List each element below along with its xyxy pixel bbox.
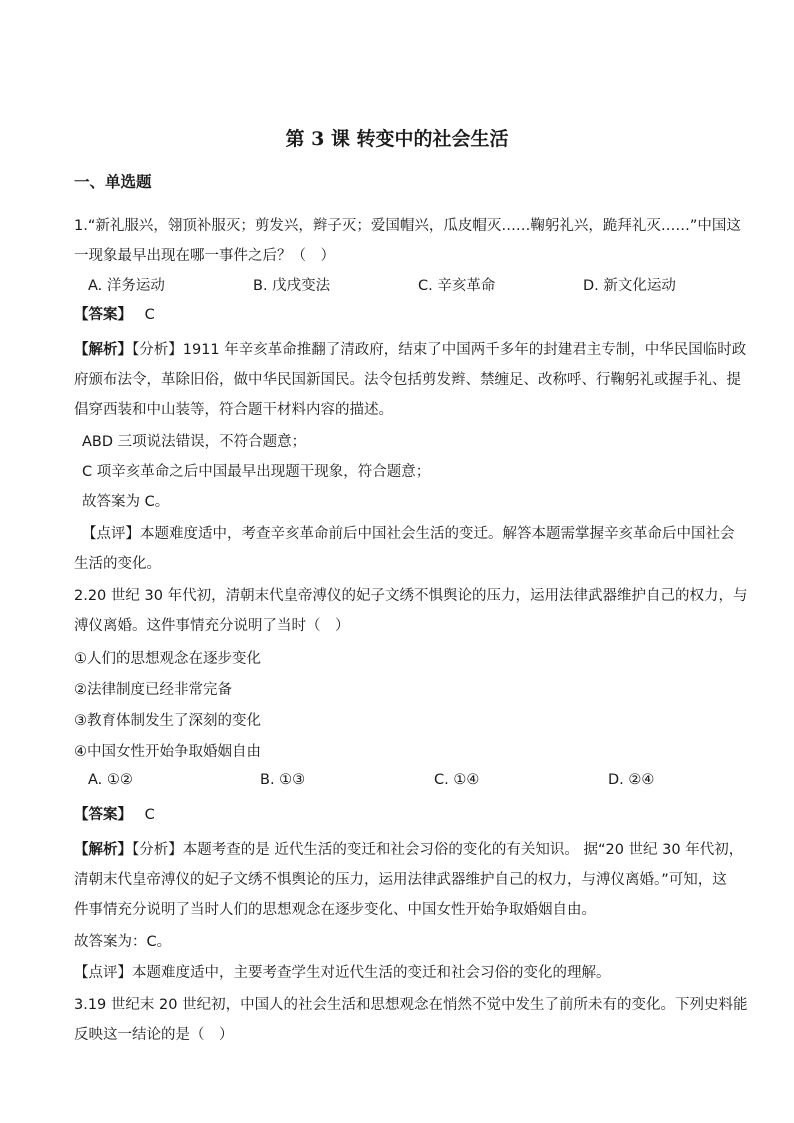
analysis-label: 【解析】 (74, 342, 132, 358)
page-title: 第 3 课 转变中的社会生活 (285, 128, 509, 150)
q1-analysis-line4: ABD 三项说法错误，不符合题意； (82, 434, 307, 450)
q1-comment-line2: 生活的变化。 (74, 556, 161, 572)
q1-option-b: B. 戊戌变法 (253, 278, 331, 294)
q1-option-c: C. 辛亥革命 (418, 278, 496, 294)
q2-answer (74, 803, 155, 824)
answer-value: C (144, 307, 155, 323)
q2-analysis-line4: 故答案为：C。 (74, 934, 172, 950)
q2-option-a: A. ①② (88, 772, 133, 788)
q2-stem-line1: 2.20 世纪 30 年代初，清朝末代皇帝溥仪的妃子文绣不惧舆论的压力，运用法律武器维护自己的权力，与 (74, 588, 748, 604)
q1-option-a: A. 洋务运动 (88, 278, 165, 294)
q1-stem-line1: 1.“新礼服兴，翎顶补服灭；剪发兴，辫子灭；爱国帽兴，瓜皮帽灭……鞠躬礼兴，跪拜礼灭……”中国这 (74, 218, 741, 234)
q2-stem-line2: 溥仪离婚。这件事情充分说明了当时（ ） (74, 618, 350, 634)
answer-label: 【答案】 (74, 307, 132, 323)
q2-item-2: ②法律制度已经非常完备 (74, 682, 232, 698)
q1-comment-line1: 【点评】本题难度适中，考查辛亥革命前后中国社会生活的变迁。解答本题需掌握辛亥革命后中国社会 (82, 526, 735, 542)
q3-stem-line2: 反映这一结论的是（ ） (74, 1027, 234, 1043)
section-heading: 一、单选题 (74, 173, 152, 191)
q2-analysis-line1 (74, 838, 743, 859)
q2-item-1: ①人们的思想观念在逐步变化 (74, 651, 261, 667)
q2-analysis-line2: 清朝末代皇帝溥仪的妃子文绣不惧舆论的压力，运用法律武器维护自己的权力，与溥仪离婚。”可知，这 (74, 872, 727, 888)
q1-answer (74, 303, 155, 324)
q1-analysis-line3: 倡穿西装和中山装等，符合题干材料内容的描述。 (74, 402, 393, 418)
analysis-label: 【解析】 (74, 842, 132, 858)
q2-analysis-line3: 件事情充分说明了当时人们的思想观念在逐步变化、中国女性开始争取婚姻自由。 (74, 902, 596, 918)
q3-stem-line1: 3.19 世纪末 20 世纪初，中国人的社会生活和思想观念在悄然不觉中发生了前所未有的变化。下列史料能 (74, 997, 748, 1013)
q2-option-b: B. ①③ (260, 772, 306, 788)
answer-label: 【答案】 (74, 807, 132, 823)
q2-item-3: ③教育体制发生了深刻的变化 (74, 713, 261, 729)
q2-option-d: D. ②④ (608, 772, 655, 788)
analysis-text: 【分析】本题考查的是 近代生活的变迁和社会习俗的变化的有关知识。 据“20 世纪 30 年代初， (132, 842, 744, 858)
q2-comment-line1: 【点评】本题难度适中，主要考查学生对近代生活的变迁和社会习俗的变化的理解。 (74, 965, 611, 981)
q1-stem-line2: 一现象最早出现在哪一事件之后？（ ） (74, 248, 335, 264)
answer-value: C (144, 807, 155, 823)
q1-analysis-line1 (74, 338, 746, 359)
q2-option-c: C. ①④ (434, 772, 480, 788)
q1-option-d: D. 新文化运动 (583, 278, 676, 294)
analysis-text: 【分析】1911 年辛亥革命推翻了清政府，结束了中国两千多年的封建君主专制，中华民国临时政 (132, 342, 747, 358)
q2-item-4: ④中国女性开始争取婚姻自由 (74, 744, 261, 760)
q1-analysis-line6: 故答案为 C。 (82, 494, 170, 510)
q1-analysis-line2: 府颁布法令，革除旧俗，做中华民国新国民。法令包括剪发辫、禁缠足、改称呼、行鞠躬礼或握手礼、提 (74, 372, 741, 388)
q1-analysis-line5: C 项辛亥革命之后中国最早出现题干现象，符合题意； (82, 464, 431, 480)
